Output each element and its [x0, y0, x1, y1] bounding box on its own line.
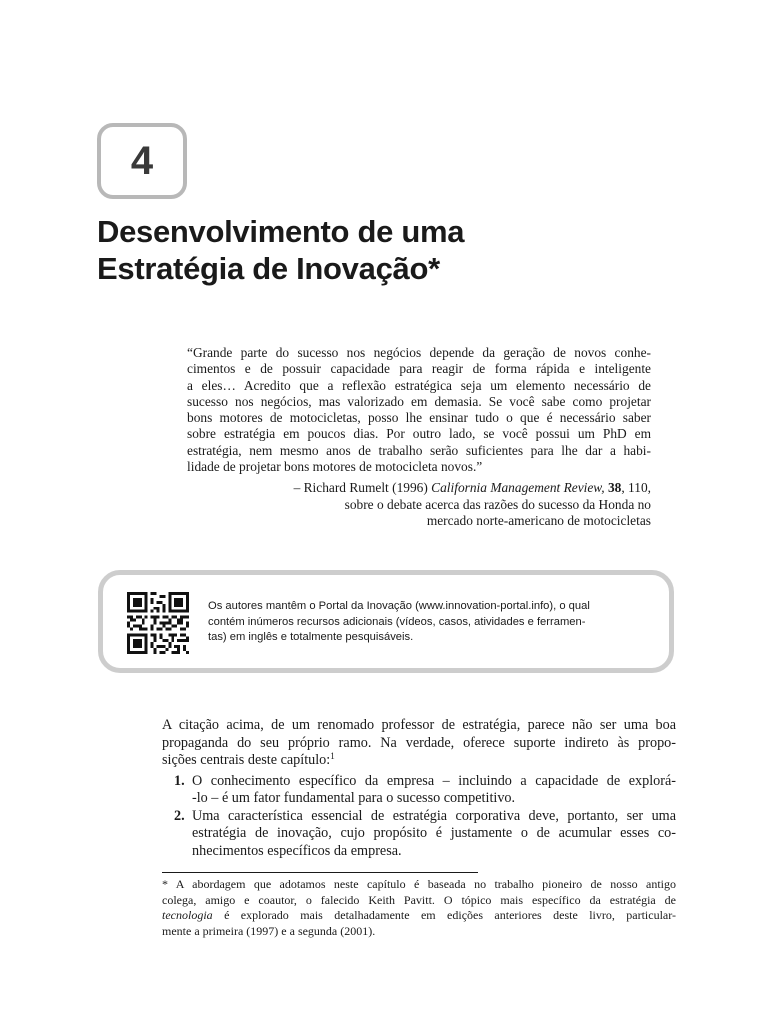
chapter-title: [97, 213, 697, 287]
list-item: [162, 773, 676, 808]
body-text: [162, 717, 676, 860]
epigraph-quote: [187, 345, 651, 475]
footnote-line-text: é explorado mais detalhadamente em edições anteriores deste livro, particular-: [212, 908, 676, 922]
attribution-line: [187, 480, 651, 496]
footnote-ref[interactable]: 1: [330, 751, 335, 761]
chapter-title-line: Desenvolvimento de uma: [97, 214, 465, 249]
list-item-line: -lo – é um fator fundamental para o sucesso competitivo.: [192, 790, 516, 806]
list-item: [162, 808, 676, 861]
epigraph: [187, 345, 651, 529]
list-item-line: O conhecimento específico da empresa – incluindo a capacidade de explorá-: [192, 772, 676, 789]
list-item-line: nhecimentos específicos da empresa.: [192, 842, 402, 859]
numbered-list: [162, 773, 676, 861]
epigraph-line: bons motores de motocicletas, posso lhe ensinar tudo o que é necessário saber: [187, 410, 651, 426]
portal-description: [208, 599, 648, 646]
list-item-line: estratégia de inovação, cujo propósito é justamente o de acumular esses co-: [192, 825, 676, 841]
footnote-divider: [162, 872, 478, 873]
attribution-author: – Richard Rumelt (1996): [293, 480, 432, 496]
attribution-line: sobre o debate acerca das razões do sucesso da Honda no: [344, 496, 651, 512]
attribution-line: mercado norte-americano de motocicletas: [426, 512, 651, 528]
list-item-number: 2.: [174, 807, 185, 824]
attribution-journal: California Management Review,: [431, 480, 605, 496]
epigraph-line: estratégia, nem mesmo anos de trabalho serão suficientes para lhe dar a habi-: [187, 442, 651, 458]
epigraph-attribution: [187, 480, 651, 529]
portal-line: contém inúmeros recursos adicionais (vídeos, casos, atividades e ferramen-: [208, 615, 586, 628]
chapter-number: 4: [130, 139, 154, 183]
footnote-line: mente a primeira (1997) e a segunda (2001).: [162, 923, 376, 938]
epigraph-line: cimentos e de possuir capacidade para reagir de forma rápida e inteligente: [187, 361, 651, 377]
epigraph-line: lidade de projetar bons motores de motocicleta novos.”: [187, 459, 483, 475]
paragraph-line: [162, 752, 676, 770]
portal-callout-box: [98, 570, 674, 673]
footnote: [162, 877, 676, 939]
paragraph-line: propaganda do seu próprio ramo. Na verdade, oferece suporte indireto às propo-: [162, 734, 676, 751]
qr-code-icon[interactable]: [125, 592, 191, 654]
paragraph-line-text: sições centrais deste capítulo:: [162, 752, 331, 768]
intro-paragraph: [162, 717, 676, 770]
footnote-line: [162, 908, 676, 924]
epigraph-line: sucesso nos negócios, mas valorizado em demasia. Se você sabe como projetar: [187, 393, 651, 409]
portal-line: tas) em inglês e totalmente pesquisáveis.: [208, 631, 414, 643]
chapter-number-box: [97, 123, 187, 199]
attribution-volume: 38: [607, 480, 622, 496]
list-item-number: 1.: [174, 772, 185, 789]
epigraph-line: sobre estratégia em poucos dias. Por outro lado, se você possui um PhD em: [187, 426, 651, 442]
epigraph-line: “Grande parte do sucesso nos negócios depende da geração de novos conhe-: [187, 345, 651, 360]
epigraph-line: a eles… Acredito que a reflexão estratégica seja um elemento necessário de: [187, 377, 651, 393]
attribution-pages: , 110,: [621, 480, 651, 496]
paragraph-line: A citação acima, de um renomado professor de estratégia, parece não ser uma boa: [162, 717, 676, 733]
footnote-line: * A abordagem que adotamos neste capítulo é baseada no trabalho pioneiro de nosso antigo: [162, 877, 676, 891]
footnote-line: colega, amigo e coautor, o falecido Keith Pavitt. O tópico mais específico da estratégia de: [162, 892, 676, 907]
portal-line: Os autores mantêm o Portal da Inovação (www.innovation-portal.info), o qual: [208, 600, 590, 612]
chapter-title-line: Estratégia de Inovação*: [97, 251, 440, 286]
footnote-italic-term: tecnologia: [162, 908, 213, 922]
list-item-line: Uma característica essencial de estratégia corporativa deve, portanto, ser uma: [192, 807, 676, 824]
